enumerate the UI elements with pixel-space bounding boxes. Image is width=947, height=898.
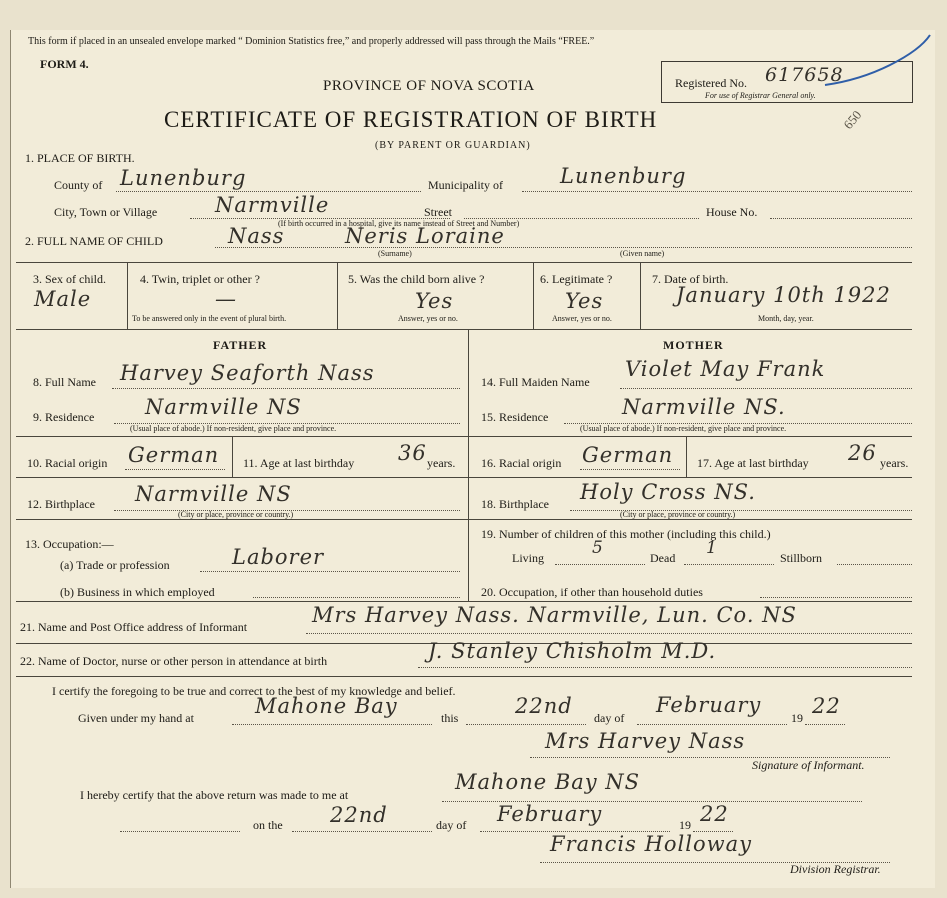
house-line	[770, 218, 912, 219]
living-line	[555, 564, 645, 565]
given-place-value: Mahone Bay	[255, 694, 398, 718]
mother-name-line	[620, 388, 912, 389]
mother-racial-line	[580, 469, 680, 470]
father-heading: FATHER	[213, 338, 268, 352]
county-value: Lunenburg	[120, 166, 247, 190]
registrar-label: Division Registrar.	[790, 862, 881, 876]
mother-name-label: 14. Full Maiden Name	[481, 375, 590, 389]
father-residence-note: (Usual place of abode.) If non-resident, give place and province.	[130, 424, 337, 433]
divider	[533, 262, 534, 329]
trade-line	[200, 571, 460, 572]
informant-label: 21. Name and Post Office address of Informant	[20, 620, 248, 634]
father-racial-label: 10. Racial origin	[27, 456, 108, 470]
alive-label: 5. Was the child born alive ?	[348, 272, 485, 286]
month-line	[637, 724, 787, 725]
divider	[640, 262, 641, 329]
municipality-line	[522, 191, 912, 192]
rule	[16, 436, 912, 437]
rule	[16, 329, 912, 330]
year-value: 22	[812, 694, 841, 718]
trade-label: (a) Trade or profession	[60, 558, 170, 572]
father-years: years.	[427, 456, 456, 470]
month-value: February	[656, 693, 762, 717]
father-birthplace-value: Narmville NS	[135, 482, 292, 506]
divider	[232, 436, 233, 477]
mother-residence-note: (Usual place of abode.) If non-resident, give place and province.	[580, 424, 787, 433]
rule	[16, 676, 912, 677]
mother-residence-value: Narmville NS.	[622, 395, 786, 419]
stillborn-label: Stillborn	[780, 551, 823, 565]
dob-value: January 10th 1922	[676, 283, 891, 307]
given-place-line	[232, 724, 432, 725]
year-line	[805, 724, 845, 725]
rule	[16, 477, 912, 478]
father-birthplace-note: (City or place, province or country.)	[178, 510, 294, 519]
sex-value: Male	[34, 287, 92, 311]
trade-value: Laborer	[232, 545, 325, 569]
mail-notice: This form if placed in an unsealed envelope marked “ Dominion Statistics free,” and properly addressed will pass through the Mails “FREE.”	[28, 36, 595, 47]
return-place-value: Mahone Bay NS	[455, 770, 641, 794]
mother-years: years.	[880, 456, 909, 470]
doctor-line	[418, 667, 912, 668]
mother-age-label: 17. Age at last birthday	[697, 456, 809, 470]
signature-label: Signature of Informant.	[752, 758, 865, 772]
divider	[337, 262, 338, 329]
father-name-label: 8. Full Name	[33, 375, 96, 389]
place-heading: 1. PLACE OF BIRTH.	[25, 151, 135, 165]
children-label: 19. Number of children of this mother (including this child.)	[481, 527, 771, 541]
county-label: County of	[54, 178, 103, 192]
child-given-name: Neris Loraine	[345, 224, 505, 248]
mother-birthplace-value: Holy Cross NS.	[580, 480, 756, 504]
business-line	[253, 597, 460, 598]
informant-value: Mrs Harvey Nass. Narmville, Lun. Co. NS	[312, 603, 797, 627]
dead-label: Dead	[650, 551, 676, 565]
living-value: 5	[592, 538, 604, 558]
certificate-subtitle: (BY PARENT OR GUARDIAN)	[375, 140, 531, 151]
municipality-value: Lunenburg	[560, 164, 687, 188]
legitimate-value: Yes	[565, 289, 604, 313]
surname-note: (Surname)	[378, 249, 412, 258]
father-age-value: 36	[398, 441, 427, 465]
child-name-line	[215, 247, 912, 248]
twin-note: To be answered only in the event of plural birth.	[132, 314, 287, 323]
mother-age-value: 26	[848, 441, 877, 465]
day-of-label: day of	[594, 711, 625, 725]
on-lead-line	[120, 831, 240, 832]
twin-label: 4. Twin, triplet or other ?	[140, 272, 260, 286]
given-name-note: (Given name)	[620, 249, 665, 258]
day2-of-label: day of	[436, 818, 467, 832]
father-age-label: 11. Age at last birthday	[243, 456, 355, 470]
hospital-note: (If birth occurred in a hospital, give its name instead of Street and Number)	[278, 219, 520, 228]
divider	[686, 436, 687, 477]
stillborn-line	[837, 564, 912, 565]
divider	[127, 262, 128, 329]
child-name-heading: 2. FULL NAME OF CHILD	[25, 234, 163, 248]
registered-number: 617658	[765, 64, 844, 86]
registrar-stamp: 650	[840, 107, 865, 132]
legitimate-note: Answer, yes or no.	[552, 314, 612, 323]
day2-value: 22nd	[330, 803, 388, 827]
province-heading: PROVINCE OF NOVA SCOTIA	[323, 78, 535, 94]
form-number: FORM 4.	[40, 57, 89, 71]
mother-occupation-line	[760, 597, 912, 598]
rule	[16, 601, 912, 602]
house-label: House No.	[706, 205, 758, 219]
return-made-label: I hereby certify that the above return was made to me at	[80, 788, 349, 802]
this-label: this	[441, 711, 459, 725]
city-value: Narmville	[215, 193, 330, 217]
registered-label: Registered No.	[675, 76, 747, 90]
mother-occupation-label: 20. Occupation, if other than household duties	[481, 585, 703, 599]
child-surname: Nass	[228, 224, 285, 248]
informant-signature: Mrs Harvey Nass	[545, 729, 746, 753]
father-racial-value: German	[128, 443, 220, 467]
father-birthplace-label: 12. Birthplace	[27, 497, 95, 511]
mother-name-value: Violet May Frank	[625, 357, 826, 381]
informant-line	[306, 633, 912, 634]
dob-label: 7. Date of birth.	[652, 272, 729, 286]
twin-value: —	[215, 287, 237, 311]
mother-heading: MOTHER	[663, 338, 724, 352]
rule	[16, 519, 912, 520]
dob-note: Month, day, year.	[758, 314, 814, 323]
day2-line	[292, 831, 432, 832]
city-label: City, Town or Village	[54, 205, 158, 219]
mother-racial-value: German	[582, 443, 674, 467]
mother-birthplace-label: 18. Birthplace	[481, 497, 549, 511]
rule	[16, 262, 912, 263]
occupation-heading: 13. Occupation:—	[25, 537, 114, 551]
on-the-label: on the	[253, 818, 283, 832]
sex-label: 3. Sex of child.	[33, 272, 106, 286]
year2-prefix: 19	[679, 818, 691, 832]
registrar-signature: Francis Holloway	[550, 832, 752, 856]
father-racial-line	[125, 469, 225, 470]
blue-pencil-check	[820, 30, 935, 100]
month2-value: February	[497, 802, 603, 826]
doctor-label: 22. Name of Doctor, nurse or other person in attendance at birth	[20, 654, 328, 668]
mother-residence-label: 15. Residence	[481, 410, 549, 424]
year-prefix: 19	[791, 711, 803, 725]
day-line	[466, 724, 586, 725]
legitimate-label: 6. Legitimate ?	[540, 272, 613, 286]
certificate-title: CERTIFICATE OF REGISTRATION OF BIRTH	[164, 107, 658, 132]
dead-value: 1	[706, 538, 718, 558]
dead-line	[684, 564, 774, 565]
father-name-value: Harvey Seaforth Nass	[120, 361, 375, 385]
business-label: (b) Business in which employed	[60, 585, 215, 599]
street-label: Street	[424, 205, 452, 219]
parents-divider	[468, 329, 469, 601]
day-value: 22nd	[515, 694, 573, 718]
year2-value: 22	[700, 802, 729, 826]
doctor-value: J. Stanley Chisholm M.D.	[428, 639, 717, 663]
father-residence-label: 9. Residence	[33, 410, 95, 424]
living-label: Living	[512, 551, 544, 565]
mother-birthplace-note: (City or place, province or country.)	[620, 510, 736, 519]
municipality-label: Municipality of	[428, 178, 503, 192]
alive-note: Answer, yes or no.	[398, 314, 458, 323]
given-under-label: Given under my hand at	[78, 711, 194, 725]
alive-value: Yes	[415, 289, 454, 313]
certify-statement: I certify the foregoing to be true and correct to the best of my knowledge and belief.	[52, 684, 456, 698]
registered-note: For use of Registrar General only.	[705, 91, 816, 100]
father-residence-value: Narmville NS	[145, 395, 302, 419]
mother-racial-label: 16. Racial origin	[481, 456, 562, 470]
father-name-line	[112, 388, 460, 389]
county-line	[116, 191, 421, 192]
